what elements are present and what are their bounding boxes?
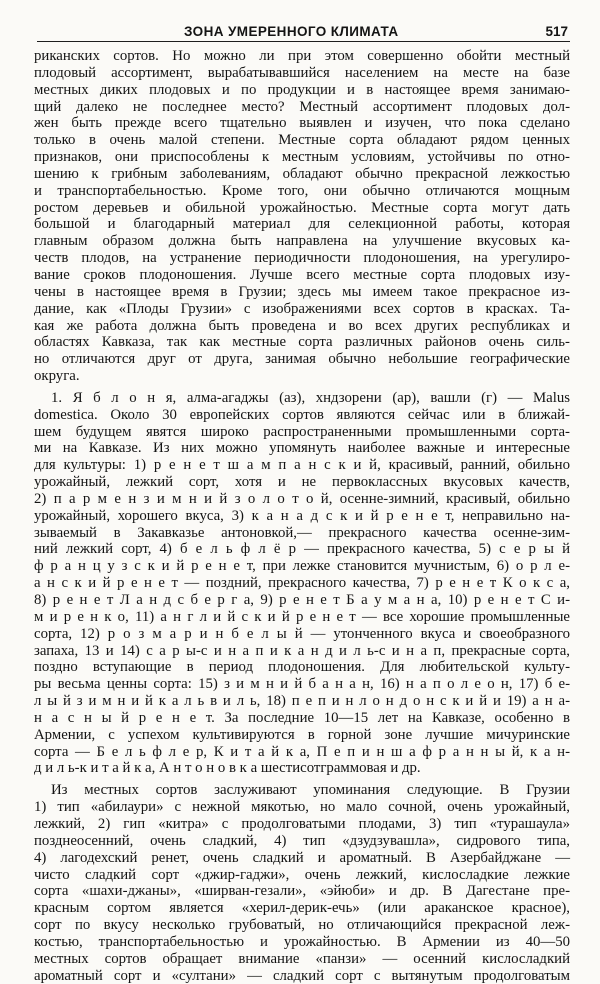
text-line: ний лежкий сорт, 4) б е л ь ф л ё р — прекрасного качества, 5) с е р ы й	[34, 541, 570, 558]
text-line: 4) лагодехский ренет, очень сладкий и ароматный. В Азербайджане —	[34, 849, 570, 866]
text-line: дание, как «Плоды Грузии» с изображениями всех сортов в красках. Та-	[34, 300, 570, 317]
text-line: Из местных сортов заслуживают упоминания следующие. В Грузии	[51, 782, 570, 799]
text-line: но отличаются друг от друга, занимая обычно небольшие географические	[34, 351, 570, 368]
paragraph	[34, 390, 570, 777]
text-line: костью, транспортабельностью и урожайностью. В Армении из 40—50	[34, 933, 570, 950]
text-line: урожайный, хорошего вкуса, 3) к а н а д с к и й р е н е т, неправильно на-	[34, 507, 570, 524]
text-line: жен быть прежде всего тщательно выявлен и изучен, что пока сделано	[34, 115, 570, 132]
text-line: а н с к и й р е н е т — поздний, прекрасного качества, 7) р е н е т К о к с а,	[34, 575, 570, 592]
text-line: лежкий, 2) гип «китра» с продолговатыми плодами, 3) тип «турашаула»	[34, 815, 570, 832]
text-line: сорт по вкусу несколько грубоватый, но отличающийся прекрасной леж-	[34, 917, 570, 934]
text-line: округа.	[34, 368, 80, 385]
text-line: ароматный сорт и «султани» — сладкий сорт с вытянутым продолговатым	[34, 967, 570, 984]
text-line: для культуры: 1) р е н е т ш а м п а н с к и й, красивый, ранний, обильно	[34, 457, 570, 474]
text-line: позднеосенний, очень сладкий, 4) тип «дзудзувашла», сидрового типа,	[34, 832, 570, 849]
text-line: главным образом должна быть направлена на улучшение вкусовых ка-	[34, 233, 570, 250]
running-title: ЗОНА УМЕРЕННОГО КЛИМАТА	[183, 24, 399, 39]
text-line: местных сортов обращает внимание «панзи» — осенний кислосладкий	[34, 950, 570, 967]
text-line: запаха, 13 и 14) с а р ы-с и н а п и к а н д и л ь-с и н а п, прекрасные сорта,	[34, 642, 570, 659]
text-line: 8) р е н е т Л а н д с б е р г а, 9) р е н е т Б а у м а н а, 10) р е н е т С и-	[34, 592, 570, 608]
text-line: плодовый ассортимент, вырабатывавшийся населением на месте на базе	[34, 64, 570, 81]
text-line: щий далеко не последнее место? Местный ассортимент плодовых дол-	[34, 98, 570, 115]
text-line: Армении, с успехом культивируются в горной зоне лучшие мичуринские	[34, 726, 570, 743]
text-line: ры весьма ценны сорта: 15) з и м н и й б а н а н, 16) н а п о л е о н, 17) б е-	[34, 676, 570, 693]
text-line: 1) тип «абилаури» с нежной мякотью, но мало сочной, очень урожайный,	[34, 799, 570, 816]
text-line: красным сортом является «херил-дерик-ечь» (или араканское красное),	[34, 900, 570, 917]
text-line: зываемый в Закавказье антоновкой,— прекрасного качества осенне-зим-	[34, 524, 570, 541]
text-line: сорта — Б е л ь ф л е р, К и т а й к а, П е п и н ш а ф р а н н ы й, к а н-	[34, 743, 570, 760]
text-line: вание сроков плодоношения. Лучше всего местные сорта плодовых изу-	[34, 266, 570, 283]
text-line: чены в настоящее время в Грузии; здесь мы имеем такое прекрасное из-	[34, 283, 570, 300]
text-line: урожайный, лежкий сорт, хотя и не первоклассных вкусовых качеств,	[34, 474, 570, 491]
text-line: д и л ь-к и т а й к а, А н т о н о в к а шестисотграммовая и др.	[34, 760, 421, 777]
text-line: поздно вступающие в период плодоношения. Для любительской культу-	[34, 659, 570, 676]
text-line: местных диких плодовых и по продукции и в настоящее время занимаю-	[34, 81, 570, 98]
body-text	[34, 48, 570, 984]
page-header	[37, 24, 570, 42]
paragraph	[34, 48, 570, 385]
text-line: честв плодов, на устранение периодичности плодоношения, на урегулиро-	[34, 250, 570, 267]
text-line: 1. Я б л о н я, алма-агаджы (аз), хндзорени (ар), вашли (г) — Malus	[51, 389, 570, 406]
page-number: 517	[545, 24, 568, 39]
text-line: риканских сортов. Но можно ли при этом совершенно обойти местный	[34, 48, 570, 64]
text-line: 2) п а р м е н з и м н и й з о л о т о й, осенне-зимний, красивый, обильно	[34, 490, 570, 507]
text-line: ростом деревьев и обильной урожайностью. Местные сорта могут дать	[34, 199, 570, 216]
text-line: областях Кавказа, так как местные сорта различных районов очень силь-	[34, 334, 570, 351]
paragraph	[34, 782, 570, 984]
text-line: кая же работа должна быть проведена и во всех других республиках и	[34, 317, 570, 334]
text-line: только в очень малой степени. Местные сорта обладают рядом ценных	[34, 132, 570, 149]
text-line: н а с н ы й р е н е т. За последние 10—15 лет на Кавказе, особенно в	[34, 709, 570, 726]
text-line: чисто сладкий сорт «джир-гаджи», очень лежкий, кислосладкие лежкие	[34, 866, 570, 883]
text-line: и транспортабельностью. Кроме того, они обычно отличаются мощным	[34, 182, 570, 199]
text-line: сорта, 12) р о з м а р и н б е л ы й — утонченного вкуса и своеобразного	[34, 625, 570, 642]
text-line: м и р е н к о, 11) а н г л и й с к и й р е н е т — все хорошие промышленные	[34, 608, 570, 625]
text-line: признаков, они приспособлены к местным условиям, устойчивы по отно-	[34, 149, 570, 166]
text-line: шению к грибным заболеваниям, обладают обычно прекрасной лежкостью	[34, 165, 570, 182]
text-line: domestica. Около 30 европейских сортов являются сейчас или в ближай-	[34, 406, 570, 423]
text-line: ми на Кавказе. Из них можно упомянуть наиболее важные и интересные	[34, 440, 570, 457]
text-line: большой и благодарный материал для селекционной работы, которая	[34, 216, 570, 233]
text-line: л ы й з и м н и й к а л ь в и л ь, 18) п е п и н л о н д о н с к и й и 19) а н а-	[34, 693, 570, 710]
text-line: сорта «шахи-джаны», «ширван-гезали», «эйюби» и др. В Дагестане пре-	[34, 883, 570, 900]
text-line: ф р а н ц у з с к и й р е н е т, при лежке становится мучнистым, 6) о р л е-	[34, 558, 570, 575]
text-line: шем будущем явятся широко распространенными промышленными сорта-	[34, 423, 570, 440]
